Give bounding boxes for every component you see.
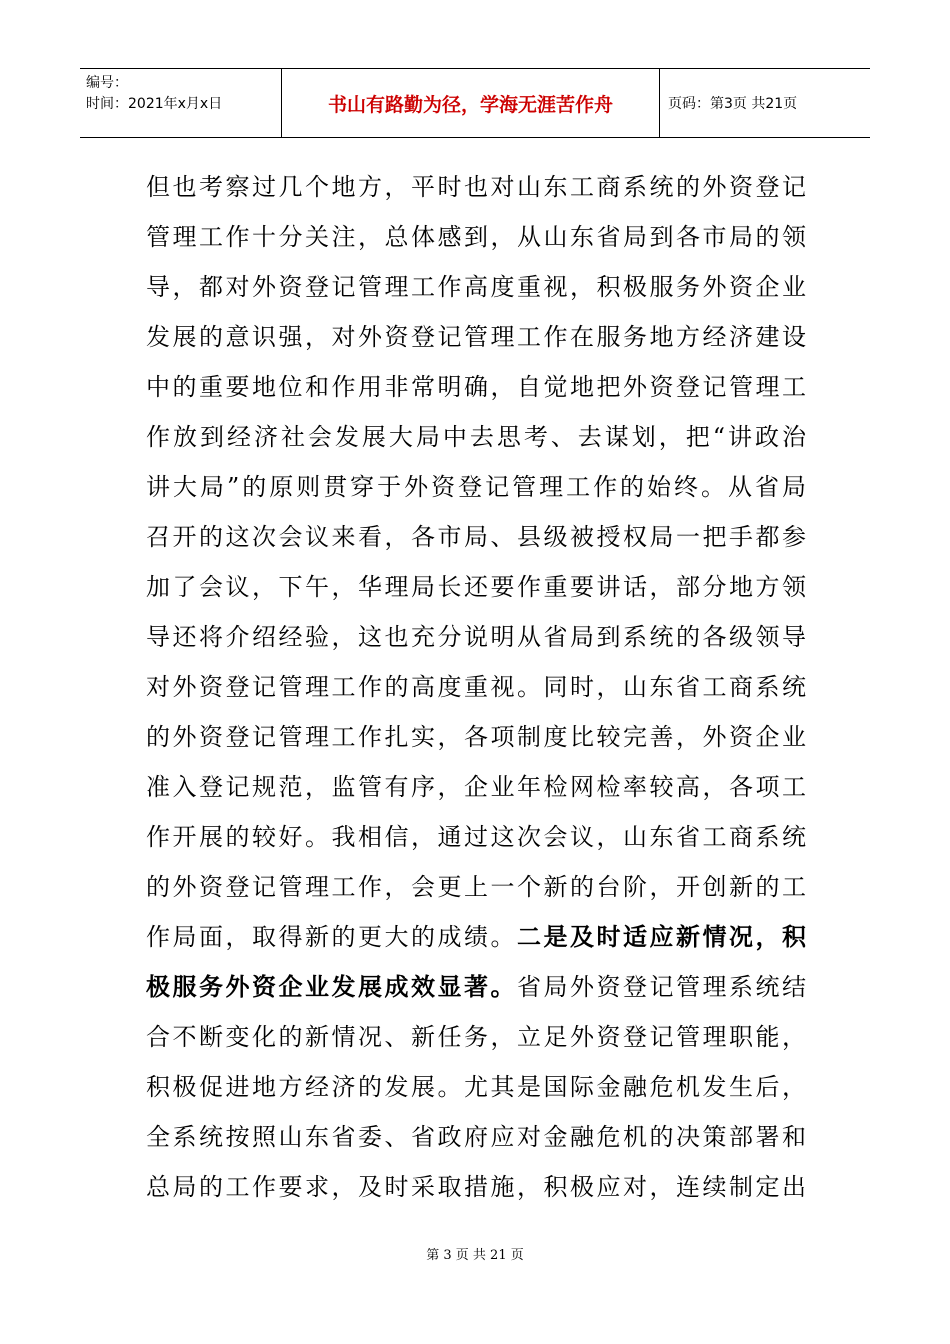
- header-motto: 书山有路勤为径，学海无涯苦作舟: [282, 69, 660, 137]
- page-footer: 第 3 页 共 21 页: [426, 1248, 524, 1263]
- body-line: 合不断变化的新情况、新任务，立足外资登记管理职能，: [146, 1023, 806, 1051]
- number-label: 编号：: [86, 75, 128, 91]
- body-line: 讲大局”的原则贯穿于外资登记管理工作的始终。从省局: [146, 473, 806, 501]
- body-text-normal: 省局外资登记管理系统结: [517, 973, 806, 1001]
- header-page-label: 页码：第3页 共21页: [668, 96, 798, 112]
- body-text-normal: 作局面，取得新的更大的成绩。: [146, 923, 517, 951]
- body-line: 导，都对外资登记管理工作高度重视，积极服务外资企业: [146, 273, 806, 301]
- body-line-mixed: [146, 912, 806, 962]
- body-line: 总局的工作要求，及时采取措施，积极应对，连续制定出: [146, 1173, 806, 1201]
- body-line: 导还将介绍经验，这也充分说明从省局到系统的各级领导: [146, 623, 806, 651]
- document-body: [146, 162, 806, 1212]
- body-line: 召开的这次会议来看，各市局、县级被授权局一把手都参: [146, 523, 806, 551]
- body-line: 但也考察过几个地方，平时也对山东工商系统的外资登记: [146, 173, 806, 201]
- body-line: 对外资登记管理工作的高度重视。同时，山东省工商系统: [146, 673, 806, 701]
- body-line-mixed: [146, 962, 806, 1012]
- body-line: 管理工作十分关注，总体感到，从山东省局到各市局的领: [146, 223, 806, 251]
- body-line: 作放到经济社会发展大局中去思考、去谋划，把“讲政治: [146, 423, 806, 451]
- body-line: 积极促进地方经济的发展。尤其是国际金融危机发生后，: [146, 1073, 806, 1101]
- body-line: 的外资登记管理工作，会更上一个新的台阶，开创新的工: [146, 873, 806, 901]
- body-line: 加了会议，下午，华理局长还要作重要讲话，部分地方领: [146, 573, 806, 601]
- body-text-bold: 二是及时适应新情况，积: [517, 922, 806, 951]
- body-line: 作开展的较好。我相信，通过这次会议，山东省工商系统: [146, 823, 806, 851]
- body-line: 发展的意识强，对外资登记管理工作在服务地方经济建设: [146, 323, 806, 351]
- body-line: 的外资登记管理工作扎实，各项制度比较完善，外资企业: [146, 723, 806, 751]
- body-line: 准入登记规范，监管有序，企业年检网检率较高，各项工: [146, 773, 806, 801]
- body-line: 全系统按照山东省委、省政府应对金融危机的决策部署和: [146, 1123, 806, 1151]
- time-label: 时间：2021年x月x日: [86, 96, 223, 112]
- document-header: [80, 68, 870, 138]
- body-text-bold: 极服务外资企业发展成效显著。: [146, 972, 517, 1001]
- body-line: 中的重要地位和作用非常明确，自觉地把外资登记管理工: [146, 373, 806, 401]
- header-meta: [80, 69, 282, 137]
